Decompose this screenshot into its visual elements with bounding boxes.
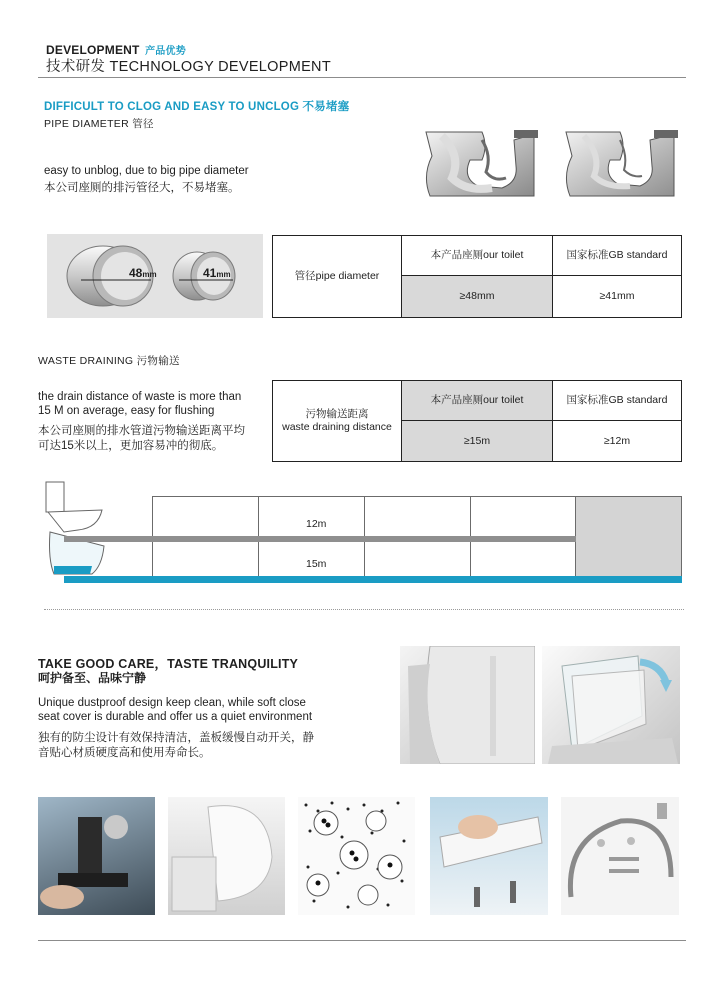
waste-table-row-header-en: waste draining distance [282, 421, 392, 433]
hose-accessories-image [561, 797, 679, 915]
antibacterial-microscopic-image [298, 797, 415, 915]
care-desc-en-2: seat cover is durable and offer us a quiet environment [38, 711, 313, 723]
waste-draining-table [272, 380, 682, 462]
pipe-table-col1-header: 本产品座厕our toilet [402, 236, 553, 276]
waste-desc-cn-2: 可达15米以上，更加容易冲的彻底。 [38, 440, 224, 452]
seat-cover-closed-image [400, 646, 535, 764]
pipe-diameter-illustration [47, 234, 263, 318]
care-desc-cn-1: 独有的防尘设计有效保持清洁，盖板缓慢自动开关，静 [38, 732, 314, 744]
waste-table-row-header-cn: 污物输送距离 [305, 408, 369, 420]
header-divider [38, 77, 686, 78]
waste-table-col1-header: 本产品座厕our toilet [402, 381, 553, 421]
smart-seat-image [168, 797, 285, 915]
care-desc-en-1: Unique dustproof design keep clean, while soft close [38, 697, 306, 709]
clog-desc-cn: 本公司座厕的排污管径大，不易堵塞。 [44, 182, 240, 194]
header-top-cn: 产品优势 [145, 46, 186, 57]
drain-bar-15m [64, 576, 682, 583]
clog-desc-en: easy to unblog, due to big pipe diameter [44, 165, 249, 177]
drain-label-15m: 15m [306, 558, 327, 570]
footer-divider [38, 940, 686, 941]
waste-draining-label: WASTE DRAINING 污物输送 [38, 355, 180, 367]
seat-cover-opening-image [542, 646, 680, 764]
pipe-diameter-label: PIPE DIAMETER 管径 [44, 118, 154, 130]
waste-desc-cn-1: 本公司座厕的排水管道污物输送距离平均 [38, 425, 245, 437]
pipe-big-label: 48mm [129, 266, 157, 280]
section-divider [44, 609, 684, 610]
header-top-en: DEVELOPMENT [46, 43, 140, 57]
section-title-clog: DIFFICULT TO CLOG AND EASY TO UNCLOG 不易堵塞 [44, 101, 350, 113]
pipe-table-col1-value: ≥48mm [402, 276, 553, 317]
toilet-trap-large-image [422, 126, 538, 198]
waste-desc-en-1: the drain distance of waste is more than [38, 391, 242, 403]
toilet-silhouette-icon [44, 480, 114, 584]
drain-terminal-block [575, 496, 682, 578]
waste-table-row-header [273, 381, 402, 461]
pipe-table-col2-header: 国家标准GB standard [553, 236, 681, 276]
waste-table-col1-value: ≥15m [402, 421, 553, 461]
page-title: 技术研发 TECHNOLOGY DEVELOPMENT [46, 59, 331, 75]
pipe-table-row-header: 管径pipe diameter [273, 236, 402, 317]
hand-seat-installation-image [430, 797, 548, 915]
microscope-lab-image [38, 797, 155, 915]
drain-distance-diagram [40, 480, 684, 588]
waste-table-col2-value: ≥12m [603, 434, 631, 447]
care-title-en: TAKE GOOD CARE，TASTE TRANQUILITY [38, 657, 299, 671]
pipe-diameter-table [272, 235, 682, 318]
pipe-table-col2-value: ≥41mm [599, 290, 635, 302]
drain-bar-12m [64, 536, 576, 542]
care-desc-cn-2: 音贴心材质硬度高和使用寿命长。 [38, 747, 211, 759]
toilet-trap-small-image [562, 126, 678, 198]
waste-desc-en-2: 15 M on average, easy for flushing [38, 405, 215, 417]
care-title-cn: 呵护备至、品味宁静 [38, 671, 147, 685]
pipe-small-label: 41mm [203, 266, 231, 280]
waste-table-col2-header: 国家标准GB standard [553, 381, 681, 421]
drain-label-12m: 12m [306, 518, 327, 530]
